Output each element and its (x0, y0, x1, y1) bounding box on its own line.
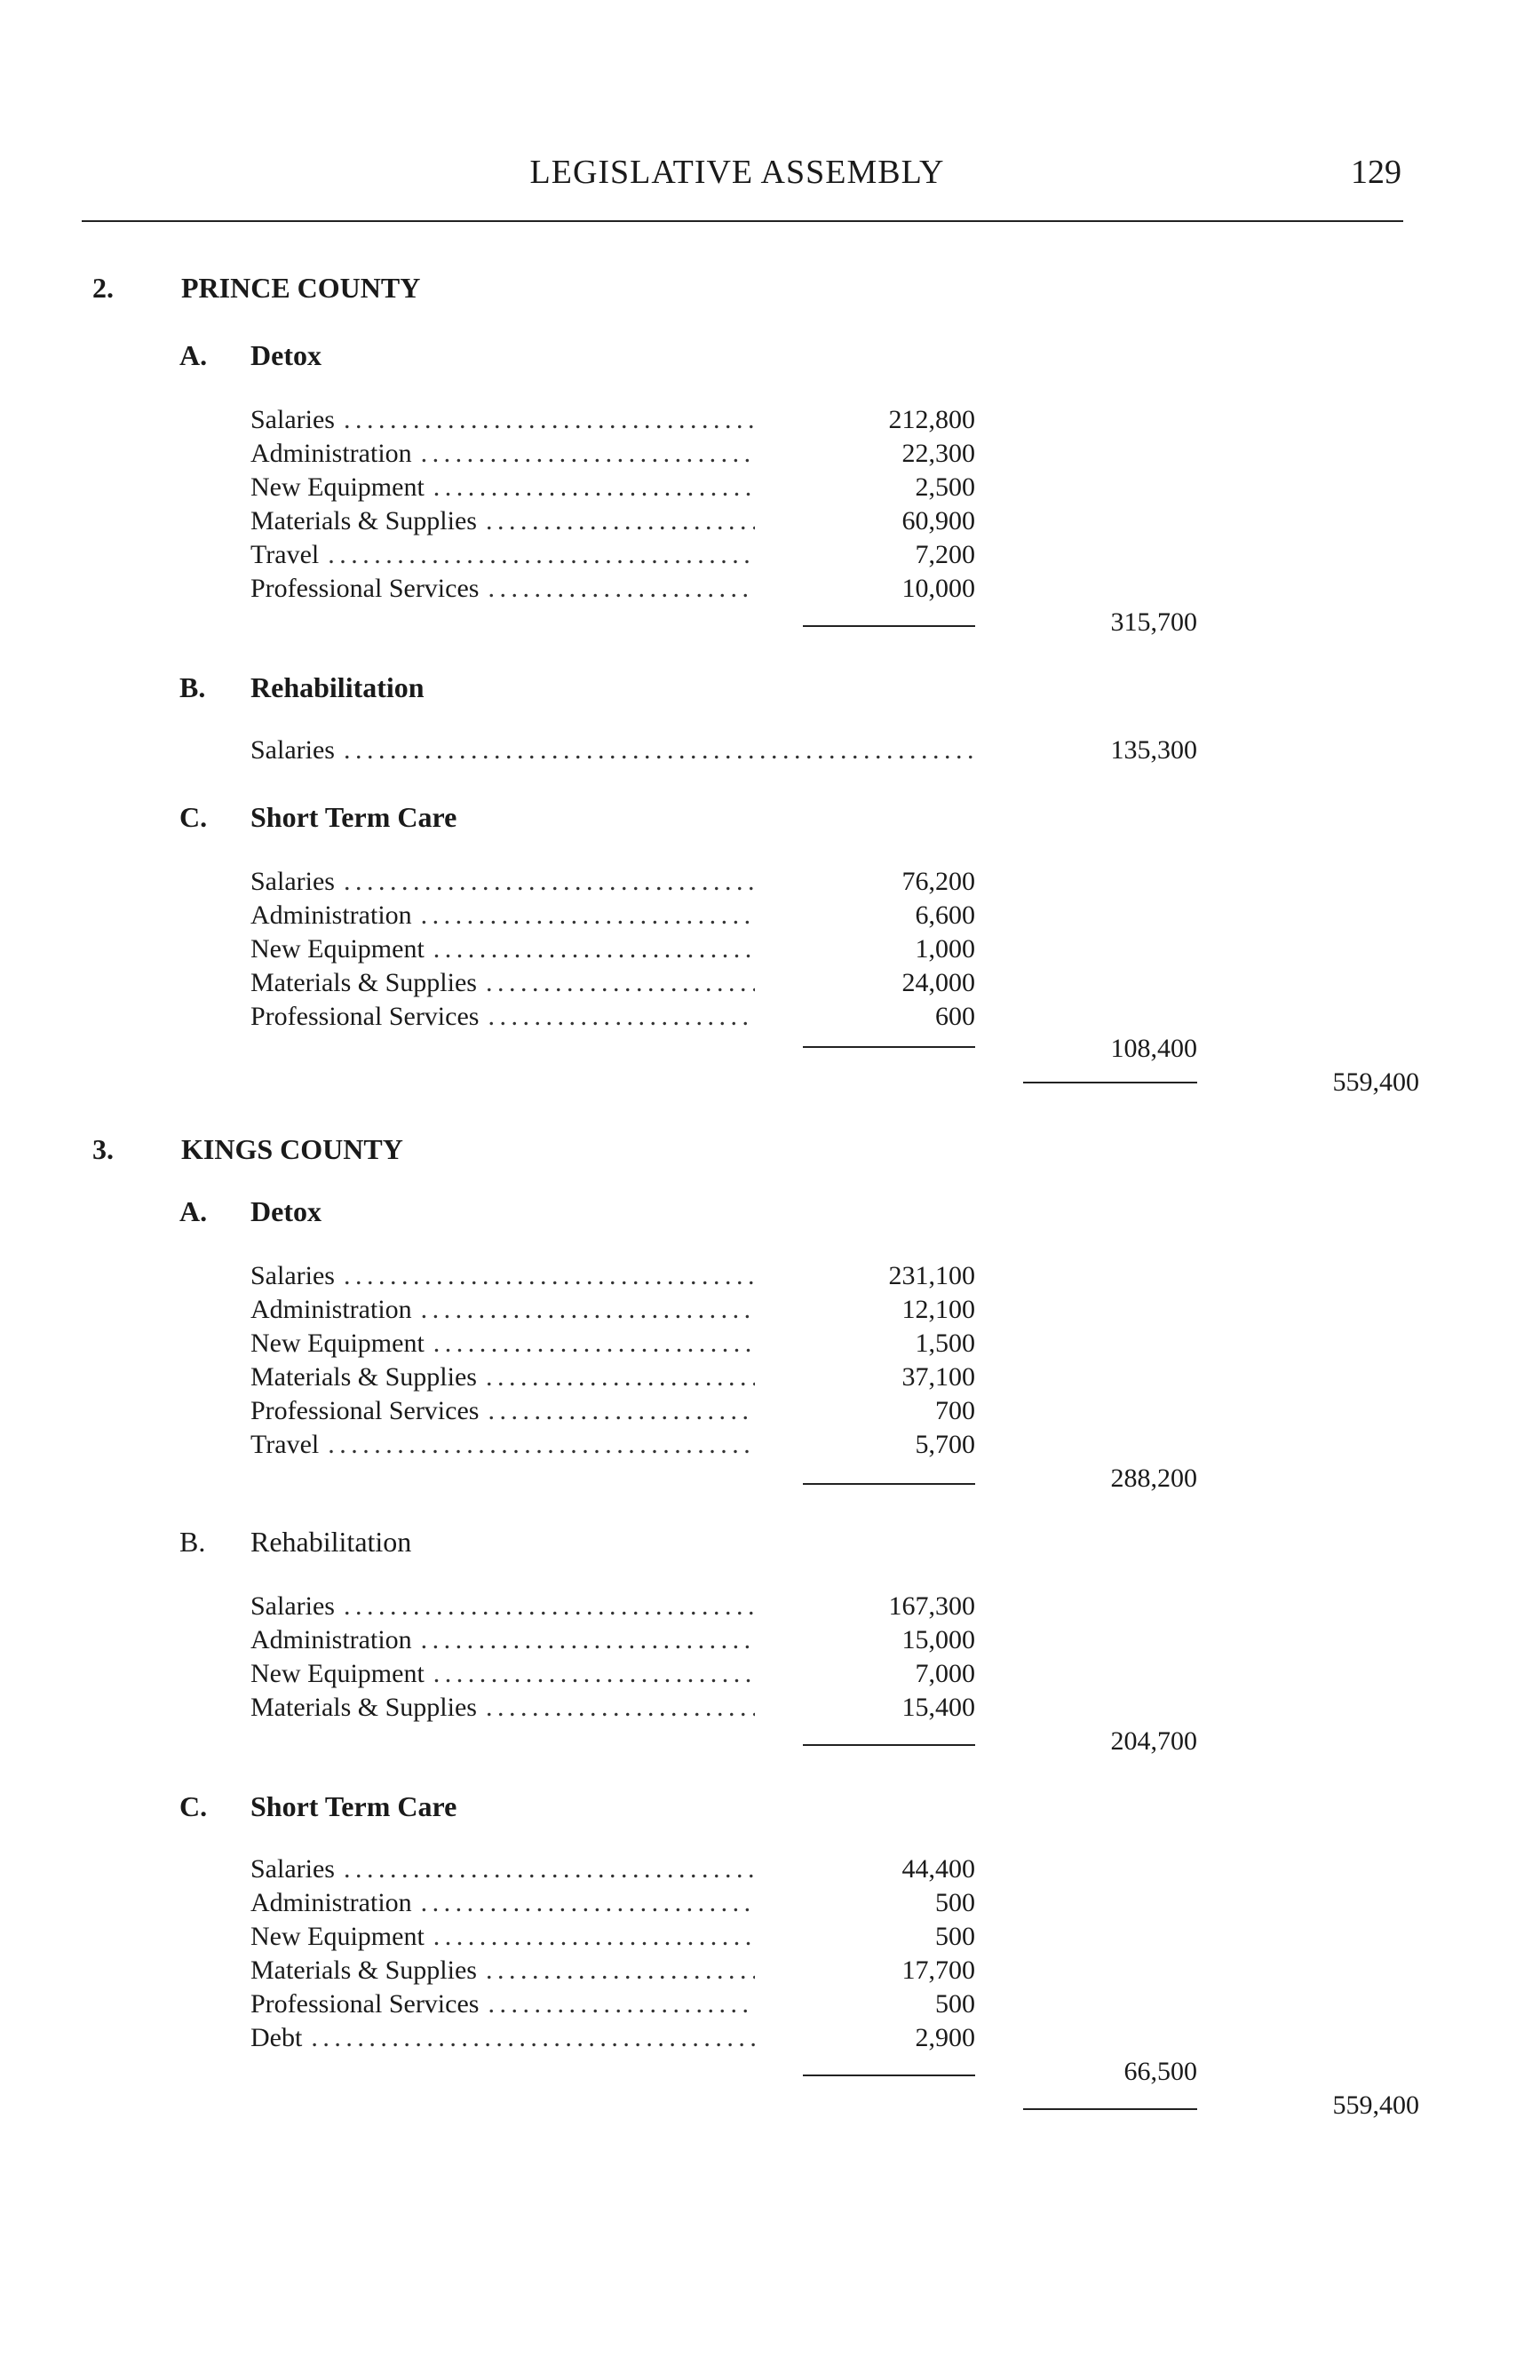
subtotal-amount: 315,700 (1110, 607, 1197, 637)
line-item-amount: 7,000 (915, 1659, 975, 1688)
leader-dots (344, 1591, 755, 1622)
line-item-label: Administration (250, 1888, 412, 1917)
line-item (250, 735, 977, 769)
subtotal-rule (803, 625, 975, 627)
total-rule (1023, 1082, 1197, 1083)
line-item-label: Salaries (250, 1854, 335, 1884)
line-item (250, 1396, 755, 1430)
subtotal-rule (803, 1483, 975, 1485)
county-total-amount: 559,400 (1332, 2090, 1419, 2120)
line-item-label: Materials & Supplies (250, 1693, 477, 1722)
line-item-amount: 44,400 (901, 1854, 975, 1884)
line-item-label: Administration (250, 900, 412, 930)
leader-dots (433, 1922, 755, 1952)
line-item (250, 1002, 755, 1035)
leader-dots (421, 1888, 755, 1918)
line-item-label: Professional Services (250, 574, 480, 603)
line-item (250, 934, 755, 968)
leader-dots (344, 1261, 755, 1291)
line-item-label: Salaries (250, 867, 335, 896)
leader-dots (328, 540, 755, 570)
section-title: KINGS COUNTY (181, 1133, 403, 1165)
leader-dots (344, 867, 755, 897)
line-item-label: Travel (250, 540, 320, 569)
leader-dots (311, 2023, 755, 2053)
line-item-amount: 1,500 (915, 1329, 975, 1358)
page-number: 129 (1351, 154, 1401, 191)
subsection-letter: A. (179, 1195, 208, 1227)
line-item (250, 867, 755, 900)
line-item (250, 1693, 755, 1726)
county-total-amount: 559,400 (1332, 1067, 1419, 1097)
line-item (250, 1956, 755, 1989)
line-item-label: Salaries (250, 1591, 335, 1621)
leader-dots (486, 1362, 755, 1392)
line-item-label: Materials & Supplies (250, 1362, 477, 1392)
leader-dots (433, 472, 755, 503)
line-item (250, 1329, 755, 1362)
subtotal-amount: 204,700 (1110, 1726, 1197, 1756)
line-item (250, 968, 755, 1002)
line-item-amount: 167,300 (888, 1591, 975, 1621)
line-item-label: Debt (250, 2023, 303, 2052)
line-item-label: Administration (250, 439, 412, 468)
subsection-letter: C. (179, 801, 208, 833)
subsection-letter: B. (179, 1526, 206, 1558)
line-item-label: Administration (250, 1295, 412, 1324)
line-item-label: New Equipment (250, 472, 425, 502)
line-item (250, 472, 755, 506)
line-item-amount: 7,200 (915, 540, 975, 569)
line-item-label: Travel (250, 1430, 320, 1459)
line-item-amount: 10,000 (901, 574, 975, 603)
line-item-amount: 17,700 (901, 1956, 975, 1985)
line-item-amount: 6,600 (915, 900, 975, 930)
line-item-amount: 2,900 (915, 2023, 975, 2052)
line-item (250, 1625, 755, 1659)
line-item-label: Salaries (250, 735, 335, 765)
line-item-label: Professional Services (250, 1989, 480, 2019)
subtotal-amount: 66,500 (1123, 2057, 1197, 2086)
page-header-title: LEGISLATIVE ASSEMBLY (529, 154, 945, 191)
line-item-amount: 15,000 (901, 1625, 975, 1654)
line-item-amount: 231,100 (888, 1261, 975, 1290)
line-item (250, 2023, 755, 2057)
leader-dots (488, 1396, 755, 1426)
line-item-label: Professional Services (250, 1002, 480, 1031)
line-item-label: Materials & Supplies (250, 506, 477, 536)
line-item (250, 1989, 755, 2023)
line-item (250, 574, 755, 607)
line-item-amount: 12,100 (901, 1295, 975, 1324)
leader-dots (486, 1693, 755, 1723)
leader-dots (488, 1002, 755, 1032)
subsection-title: Detox (250, 1195, 321, 1227)
line-item (250, 1430, 755, 1464)
line-item (250, 1261, 755, 1295)
subsection-title: Rehabilitation (250, 671, 425, 703)
line-item (250, 1854, 755, 1888)
line-item (250, 1888, 755, 1922)
line-item-amount: 600 (935, 1002, 975, 1031)
line-item (250, 405, 755, 439)
line-item-label: New Equipment (250, 1922, 425, 1951)
subsection-letter: A. (179, 339, 208, 371)
subtotal-rule (803, 1744, 975, 1746)
line-item-label: New Equipment (250, 934, 425, 964)
subtotal-rule (803, 1046, 975, 1048)
line-item-label: Salaries (250, 405, 335, 434)
line-item (250, 1922, 755, 1956)
leader-dots (433, 934, 755, 964)
subsection-letter: C. (179, 1790, 208, 1822)
line-item-label: Materials & Supplies (250, 968, 477, 997)
line-item (250, 1362, 755, 1396)
leader-dots (486, 968, 755, 998)
line-item-amount: 5,700 (915, 1430, 975, 1459)
total-rule (1023, 2108, 1197, 2110)
subsection-title: Short Term Care (250, 1790, 457, 1822)
leader-dots (421, 900, 755, 931)
line-item-amount: 500 (935, 1989, 975, 2019)
line-item (250, 1591, 755, 1625)
leader-dots (344, 405, 755, 435)
leader-dots (328, 1430, 755, 1460)
line-item-label: Administration (250, 1625, 412, 1654)
line-item-label: Salaries (250, 1261, 335, 1290)
subtotal-amount: 288,200 (1110, 1464, 1197, 1493)
line-item-amount: 15,400 (901, 1693, 975, 1722)
line-item-label: Materials & Supplies (250, 1956, 477, 1985)
section-number: 2. (92, 272, 114, 304)
leader-dots (344, 1854, 755, 1884)
line-item-amount: 135,300 (1110, 735, 1197, 765)
leader-dots (344, 735, 977, 766)
header-rule (82, 220, 1403, 222)
line-item-amount: 22,300 (901, 439, 975, 468)
leader-dots (486, 506, 755, 536)
line-item-amount: 500 (935, 1888, 975, 1917)
line-item-amount: 1,000 (915, 934, 975, 964)
subsection-title: Short Term Care (250, 801, 457, 833)
subtotal-rule (803, 2075, 975, 2076)
leader-dots (433, 1659, 755, 1689)
section-number: 3. (92, 1133, 114, 1165)
leader-dots (433, 1329, 755, 1359)
leader-dots (488, 574, 755, 604)
line-item-amount: 2,500 (915, 472, 975, 502)
line-item-amount: 76,200 (901, 867, 975, 896)
line-item-amount: 24,000 (901, 968, 975, 997)
subsection-letter: B. (179, 671, 206, 703)
leader-dots (421, 1625, 755, 1655)
subtotal-amount: 108,400 (1110, 1034, 1197, 1063)
leader-dots (421, 1295, 755, 1325)
section-title: PRINCE COUNTY (181, 272, 421, 304)
line-item (250, 1295, 755, 1329)
leader-dots (486, 1956, 755, 1986)
line-item (250, 1659, 755, 1693)
line-item (250, 540, 755, 574)
line-item-label: New Equipment (250, 1329, 425, 1358)
line-item-label: Professional Services (250, 1396, 480, 1425)
line-item (250, 900, 755, 934)
subsection-title: Rehabilitation (250, 1526, 412, 1558)
line-item-amount: 37,100 (901, 1362, 975, 1392)
line-item (250, 506, 755, 540)
leader-dots (421, 439, 755, 469)
line-item-amount: 212,800 (888, 405, 975, 434)
subsection-title: Detox (250, 339, 321, 371)
line-item-amount: 60,900 (901, 506, 975, 536)
line-item-amount: 500 (935, 1922, 975, 1951)
leader-dots (488, 1989, 755, 2019)
line-item-label: New Equipment (250, 1659, 425, 1688)
line-item (250, 439, 755, 472)
line-item-amount: 700 (935, 1396, 975, 1425)
